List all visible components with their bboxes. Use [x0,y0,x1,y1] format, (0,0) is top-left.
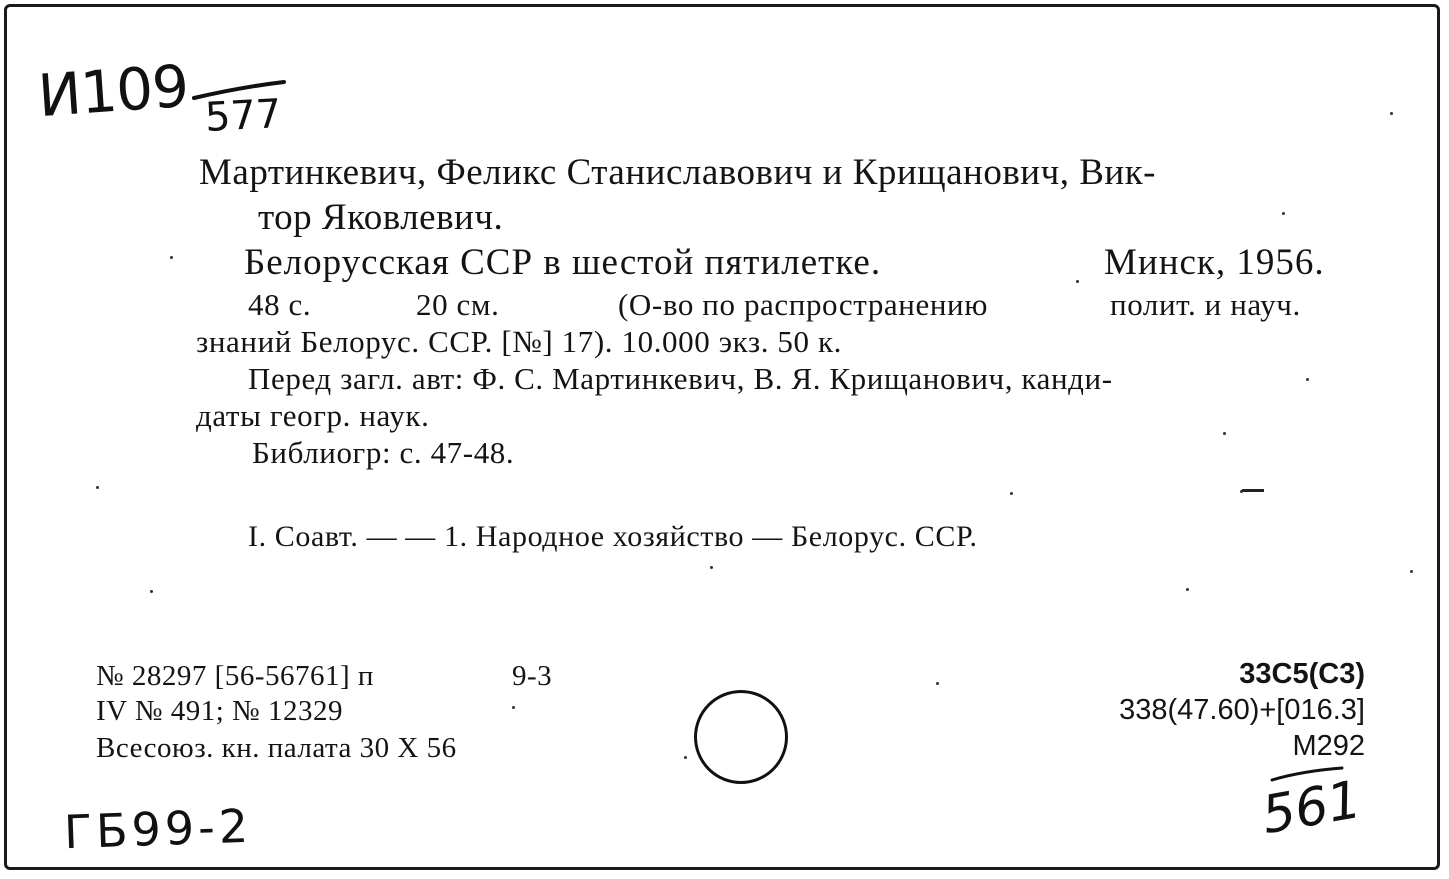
speck [1282,212,1285,215]
physical-description: 48 с. [248,287,312,322]
shelfmark-fraction: 577 [203,91,283,141]
speck [1010,492,1013,495]
speck [96,486,99,489]
speck [1410,570,1413,573]
heading-line-1: Мартинкевич, Феликс Станиславович и Крищанович, Вик- [199,152,1156,193]
heading-line-2: тор Яковлевич. [258,197,504,238]
speck [1306,378,1309,381]
inventory-underline [1268,764,1348,784]
speck [1186,588,1189,591]
note-authors-line-2: даты геогр. наук. [196,398,430,433]
chamber-date: Всесоюз. кн. палата 30 X 56 [96,732,457,764]
print-code: 9-3 [512,660,553,692]
punch-hole [694,690,788,784]
note-authors-line-1: Перед загл. авт: Ф. С. Мартинкевич, В. Я. Крищанович, канди- [248,361,1113,396]
fraction-bar [190,76,290,106]
print-dash [1242,489,1264,492]
tracing: I. Соавт. — — 1. Народное хозяйство — Белорус. ССР. [248,520,978,553]
speck [684,756,687,759]
speck [710,566,713,569]
speck [1223,432,1226,435]
classification-1: 33С5(С3) [1239,658,1365,690]
record-number: № 28297 [56-56761] п [96,660,374,692]
record-number-2: IV № 491; № 12329 [96,695,343,727]
speck [150,590,153,593]
shelfmark-top: И109 [35,51,191,131]
speck [1390,112,1393,115]
dimensions: 20 см. [416,287,500,322]
bibliography-note: Библиогр: с. 47-48. [252,435,515,470]
speck [936,682,939,685]
series-statement: (О-во по распространению [618,287,988,322]
author-mark: М292 [1292,730,1365,762]
series-line-2: знаний Белорус. ССР. [№] 17). 10.000 экз. 50 к. [196,324,842,359]
speck [170,256,173,259]
speck [1076,280,1079,283]
classification-2: 338(47.60)+[016.3] [1119,694,1365,726]
series-statement-cont: полит. и науч. [1110,287,1301,322]
imprint: Минск, 1956. [1104,242,1325,283]
shelfmark-bottom: ГБ99-2 [63,798,253,860]
inventory-number: 561 [1257,769,1366,847]
title-statement: Белорусская ССР в шестой пятилетке. [244,242,882,283]
speck [512,706,515,709]
